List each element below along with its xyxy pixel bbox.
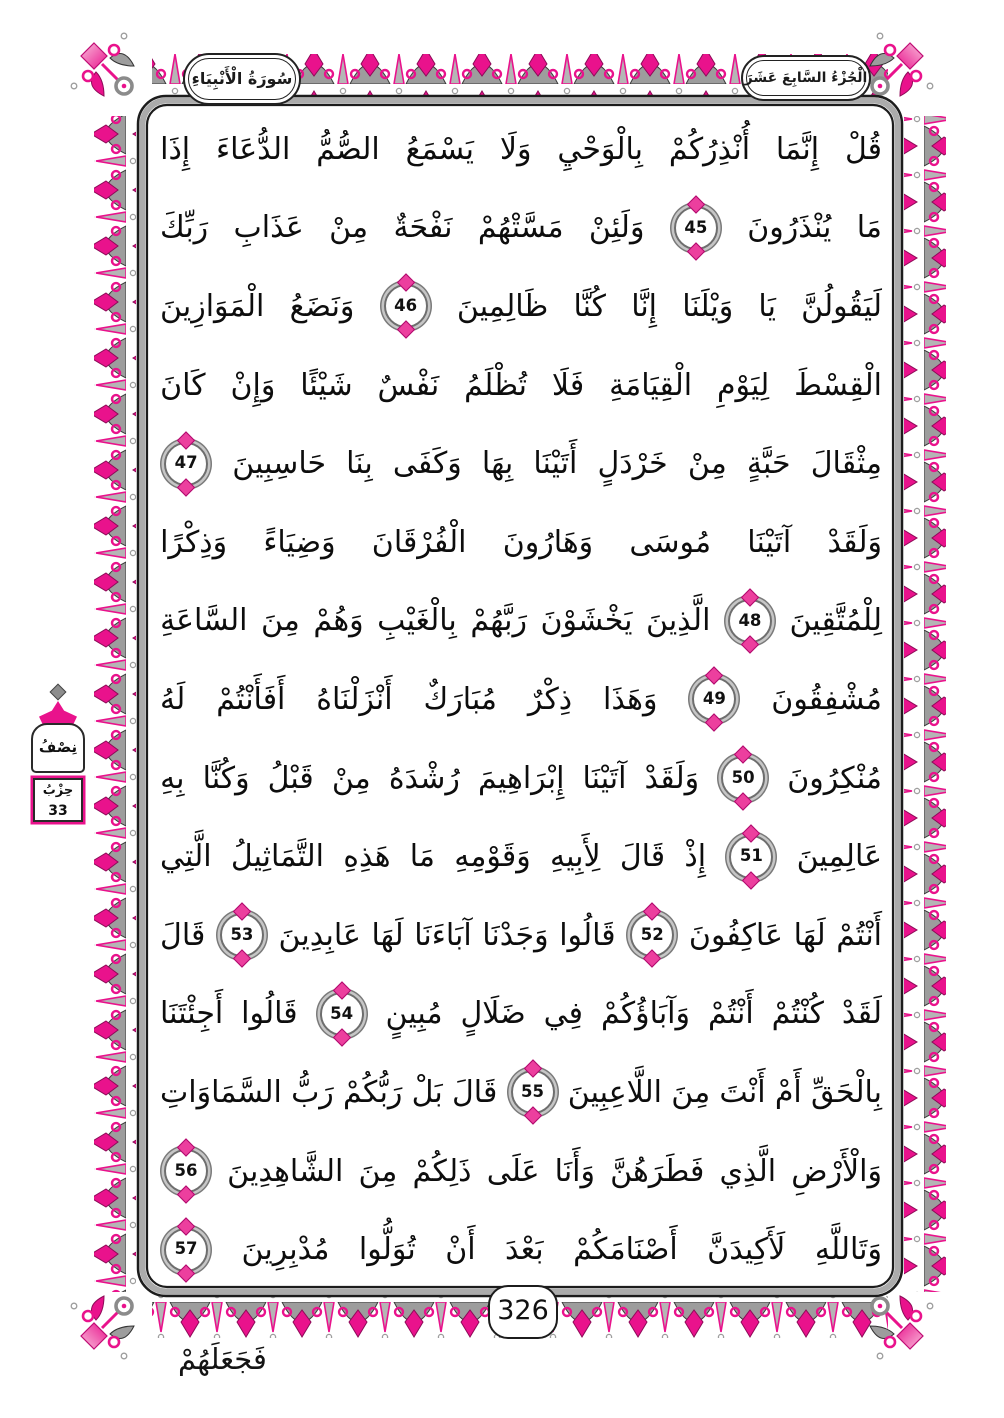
word: مُشْفِقُونَ bbox=[771, 681, 882, 717]
verse-number: 47 bbox=[174, 453, 198, 473]
word: يَخْشَوْنَ bbox=[540, 603, 633, 639]
verse-number: 55 bbox=[521, 1082, 545, 1102]
word: حَبَّةٍ bbox=[746, 446, 791, 482]
word: أَنْ bbox=[445, 1232, 476, 1268]
word: عَاكِفُونَ bbox=[688, 917, 783, 953]
word: وَذِكْرًا bbox=[160, 524, 228, 560]
word: وَلَقَدْ bbox=[644, 760, 700, 796]
word: عَلَى bbox=[486, 1153, 540, 1189]
word: مُوسَى bbox=[629, 524, 712, 560]
verse-marker bbox=[721, 756, 765, 800]
word: وَقَوْمِهِ bbox=[454, 839, 531, 875]
word: السَّمَاوَاتِ bbox=[160, 1074, 282, 1110]
word: وَالْأَرْضِ bbox=[791, 1153, 882, 1189]
word: أَجِئْتَنَا bbox=[160, 996, 224, 1032]
verse-marker bbox=[384, 284, 428, 328]
verse-number: 57 bbox=[174, 1239, 198, 1259]
quran-line bbox=[160, 896, 882, 975]
word: مِنَ bbox=[671, 1074, 711, 1110]
word: رَبَّهُمْ bbox=[470, 603, 527, 639]
verse-marker bbox=[220, 913, 264, 957]
word: قَالَ bbox=[160, 917, 206, 953]
verse-number: 53 bbox=[230, 924, 254, 944]
hizb-label: حِزْبُ bbox=[42, 783, 74, 798]
word: وَيْلَنَا bbox=[682, 288, 734, 324]
verse-number: 52 bbox=[640, 924, 664, 944]
verse-number: 45 bbox=[684, 217, 708, 237]
word: الْقِيَامَةِ bbox=[609, 367, 693, 403]
word: مَسَّتْهُمْ bbox=[477, 210, 564, 246]
word: ظَالِمِينَ bbox=[456, 288, 549, 324]
word: بِهَا bbox=[481, 446, 514, 482]
word: مِنَ bbox=[260, 603, 300, 639]
verse-marker bbox=[164, 442, 208, 486]
word: كُنَّا bbox=[573, 288, 606, 324]
word: وَكُنَّا bbox=[202, 760, 250, 796]
quran-line bbox=[160, 424, 882, 503]
word: قَالَ bbox=[452, 1074, 498, 1110]
word: وَلَئِنْ bbox=[588, 210, 645, 246]
verse-marker bbox=[674, 206, 718, 250]
quran-line bbox=[160, 817, 882, 896]
quran-line bbox=[160, 503, 882, 582]
quran-line bbox=[160, 582, 882, 661]
word: إِنَّا bbox=[631, 288, 658, 324]
word: يَا bbox=[758, 288, 776, 324]
word: هَذِهِ bbox=[343, 839, 391, 875]
word: آتَيْنَا bbox=[582, 760, 627, 796]
word: أَصْنَامَكُمْ bbox=[573, 1232, 678, 1268]
word: مُبِينٍ bbox=[385, 996, 443, 1032]
word: أَنْتَ bbox=[719, 1074, 766, 1110]
word: السَّاعَةِ bbox=[160, 603, 248, 639]
word: الَّتِي bbox=[160, 839, 212, 875]
word: وَإِنْ bbox=[230, 367, 276, 403]
word: رُشْدَهُ bbox=[388, 760, 460, 796]
word: يُنْذَرُونَ bbox=[747, 210, 832, 246]
word: كَانَ bbox=[160, 367, 206, 403]
word: نَفْحَةٌ bbox=[393, 210, 453, 246]
word: قَالَ bbox=[619, 839, 666, 875]
verse-number: 56 bbox=[174, 1160, 198, 1180]
verse-marker bbox=[164, 1228, 208, 1272]
word: وَهُمْ bbox=[313, 603, 364, 639]
word: وَلَقَدْ bbox=[827, 524, 882, 560]
word: لِلْمُتَّقِينَ bbox=[789, 603, 882, 639]
word: عَذَابِ bbox=[233, 210, 304, 246]
verse-marker bbox=[511, 1070, 555, 1114]
hizb-number-box bbox=[33, 778, 83, 822]
word: مُبَارَكٌ bbox=[423, 681, 497, 717]
finial-diamond-icon bbox=[50, 684, 67, 701]
word: إِذَا bbox=[160, 131, 191, 167]
word: بِهِ bbox=[160, 760, 185, 796]
word: بِالْوَحْيِ bbox=[557, 131, 644, 167]
word: وَضِيَاءً bbox=[263, 524, 336, 560]
hizb-number: 33 bbox=[48, 802, 68, 819]
word: آبَاءَنَا bbox=[414, 917, 472, 953]
quran-lines bbox=[160, 110, 882, 1290]
word: وَنَضَعُ bbox=[289, 288, 355, 324]
word: الدُّعَاءَ bbox=[216, 131, 291, 167]
word: ذِكْرٌ bbox=[527, 681, 573, 717]
verse-number: 50 bbox=[731, 767, 755, 787]
quran-line bbox=[160, 346, 882, 425]
word: إِذْ bbox=[684, 839, 707, 875]
word: بِالْحَقِّ bbox=[810, 1074, 882, 1110]
word: وَجَدْنَا bbox=[482, 917, 549, 953]
word: أُنْذِرُكُمْ bbox=[668, 131, 751, 167]
word: الْفُرْقَانَ bbox=[371, 524, 467, 560]
quran-line bbox=[160, 110, 882, 189]
word: الْمَوَازِينَ bbox=[160, 288, 265, 324]
verse-number: 46 bbox=[394, 296, 418, 316]
quran-line bbox=[160, 267, 882, 346]
word: عَالِمِينَ bbox=[796, 839, 882, 875]
word: لَقَدْ bbox=[841, 996, 882, 1032]
word: مُدْبِرِينَ bbox=[241, 1232, 330, 1268]
word: لَيَقُولُنَّ bbox=[801, 288, 882, 324]
word: آتَيْنَا bbox=[747, 524, 792, 560]
word: أَتَيْنَا bbox=[533, 446, 578, 482]
word: خَرْدَلٍ bbox=[597, 446, 668, 482]
word: قُلْ bbox=[844, 131, 882, 167]
word: حَاسِبِينَ bbox=[232, 446, 326, 482]
word: بِنَا bbox=[346, 446, 373, 482]
quran-line bbox=[160, 189, 882, 268]
word: تُوَلُّوا bbox=[358, 1232, 416, 1268]
word: لَهَا bbox=[793, 917, 826, 953]
word: ذَلِكُمْ bbox=[412, 1153, 472, 1189]
hizb-marker bbox=[28, 686, 88, 822]
surah-title: سُورَةُ الْأَنْبِيَاءِ bbox=[191, 69, 293, 88]
word: مِنْ bbox=[687, 446, 727, 482]
word: مِنْ bbox=[329, 210, 369, 246]
word: الْقِسْطَ bbox=[794, 367, 882, 403]
quran-line bbox=[160, 739, 882, 818]
word: لَأَكِيدَنَّ bbox=[707, 1232, 786, 1268]
word: كُنْتُمْ bbox=[771, 996, 824, 1032]
word: تُظْلَمُ bbox=[464, 367, 528, 403]
word: نَفْسٌ bbox=[377, 367, 440, 403]
word: رَبُّ bbox=[291, 1074, 334, 1110]
verse-number: 49 bbox=[702, 689, 726, 709]
word: أَفَأَنْتُمْ bbox=[216, 681, 286, 717]
word: أَنْتُمْ bbox=[707, 996, 754, 1032]
word: أَنْزَلْنَاهُ bbox=[316, 681, 393, 717]
page-number: 326 bbox=[488, 1285, 558, 1339]
word: أَمْ bbox=[774, 1074, 802, 1110]
verse-marker bbox=[630, 913, 674, 957]
word: رَبُّكُمْ bbox=[343, 1074, 403, 1110]
word: لَهَا bbox=[371, 917, 404, 953]
word: أَنْتُمْ bbox=[836, 917, 882, 953]
word: رَبِّكَ bbox=[160, 210, 209, 246]
word: مَا bbox=[856, 210, 882, 246]
word: بَلْ bbox=[411, 1074, 443, 1110]
word: التَّمَاثِيلُ bbox=[230, 839, 324, 875]
word: وَكَفَى bbox=[392, 446, 462, 482]
word: مِثْقَالَ bbox=[810, 446, 882, 482]
verse-number: 54 bbox=[330, 1003, 354, 1023]
word: يَسْمَعُ bbox=[405, 131, 474, 167]
quran-line bbox=[160, 1132, 882, 1211]
word: لِأَبِيهِ bbox=[549, 839, 601, 875]
word: وَآبَاؤُكُمْ bbox=[600, 996, 690, 1032]
verse-marker bbox=[320, 992, 364, 1036]
word: ضَلَالٍ bbox=[460, 996, 526, 1032]
word: مُنْكِرُونَ bbox=[787, 760, 882, 796]
juz-title: الْجُزْءُ السَّابِعَ عَشَرَ bbox=[744, 70, 868, 86]
word: فَلَا bbox=[551, 367, 585, 403]
word: لِيَوْمِ bbox=[716, 367, 770, 403]
word: بَعْدَ bbox=[505, 1232, 544, 1268]
word: الشَّاهِدِينَ bbox=[227, 1153, 344, 1189]
word: الصُّمُّ bbox=[316, 131, 380, 167]
word: وَتَاللَّهِ bbox=[814, 1232, 882, 1268]
word: بِالْغَيْبِ bbox=[377, 603, 457, 639]
word: قَبْلُ bbox=[267, 760, 314, 796]
quran-line bbox=[160, 660, 882, 739]
word: وَلَا bbox=[499, 131, 532, 167]
word: الَّذِينَ bbox=[646, 603, 711, 639]
word: قَالُوا bbox=[559, 917, 616, 953]
word: مَا bbox=[409, 839, 435, 875]
word: لَهُ bbox=[160, 681, 186, 717]
catchword: فَجَعَلَهُمْ bbox=[178, 1342, 267, 1376]
verse-marker bbox=[728, 599, 772, 643]
half-label: نِصْفُ bbox=[38, 738, 78, 756]
word: اللَّاعِبِينَ bbox=[567, 1074, 662, 1110]
word: وَأَنَا bbox=[554, 1153, 595, 1189]
quran-line bbox=[160, 1210, 882, 1289]
word: وَهَارُونَ bbox=[502, 524, 594, 560]
word: مِنْ bbox=[331, 760, 371, 796]
quran-line bbox=[160, 975, 882, 1054]
word: إِنَّمَا bbox=[775, 131, 820, 167]
word: وَهَذَا bbox=[603, 681, 658, 717]
verse-number: 48 bbox=[738, 610, 762, 630]
word: مِنَ bbox=[358, 1153, 398, 1189]
word: شَيْئًا bbox=[300, 367, 353, 403]
half-label-box bbox=[31, 723, 85, 773]
verse-number: 51 bbox=[739, 846, 763, 866]
verse-marker bbox=[692, 677, 736, 721]
word: الَّذِي bbox=[719, 1153, 777, 1189]
word: قَالُوا bbox=[241, 996, 298, 1032]
word: عَابِدِينَ bbox=[278, 917, 361, 953]
word: فِي bbox=[543, 996, 583, 1032]
verse-marker bbox=[164, 1149, 208, 1193]
word: فَطَرَهُنَّ bbox=[610, 1153, 705, 1189]
quran-line bbox=[160, 1053, 882, 1132]
word: إِبْرَاهِيمَ bbox=[478, 760, 565, 796]
verse-marker bbox=[729, 835, 773, 879]
